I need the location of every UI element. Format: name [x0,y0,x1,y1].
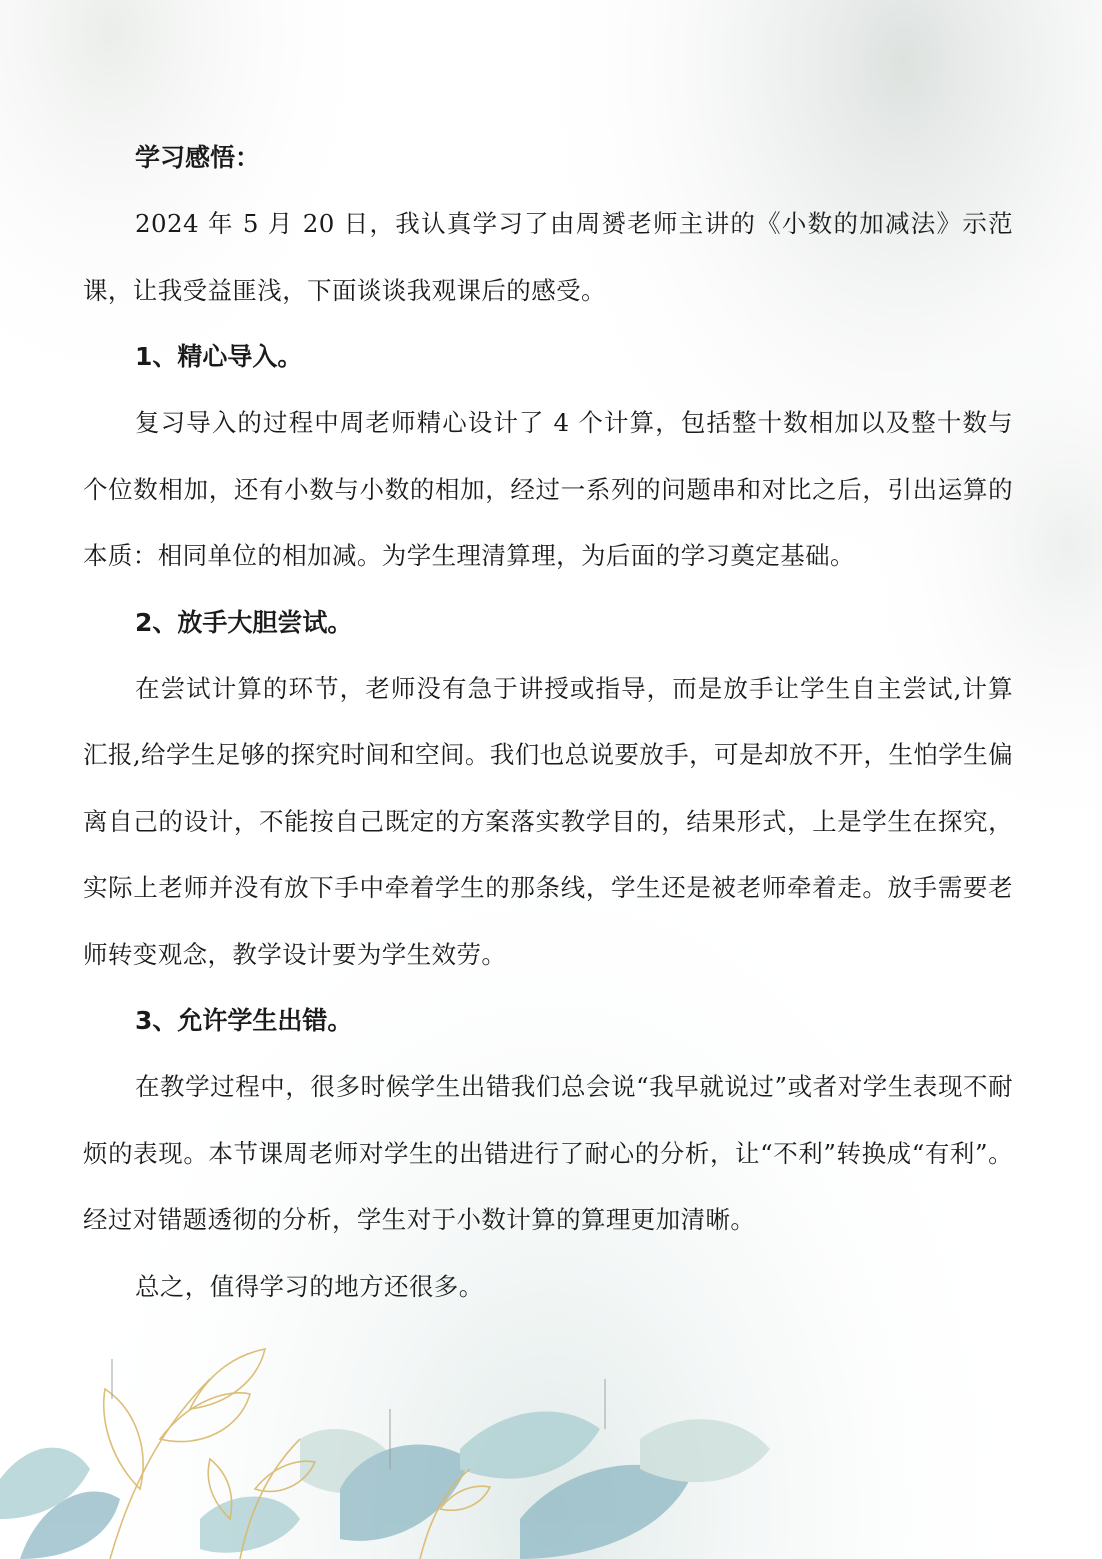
closing-paragraph: 总之，值得学习的地方还很多。 [135,1271,484,1301]
section-heading: 3、允许学生出错。 [135,1006,353,1035]
document-title: 学习感悟： [135,143,261,172]
leaf-branch-illustration [0,1319,1102,1559]
section-paragraph: 复习导入的过程中周老师精心设计了 4 个计算，包括整十数相加以及整十数与个位数相加，还有小数与小数的相加，经过一系列的问题串和对比之后，引出运算的本质：相同单位的相加减。为学生理清算理，为后面的学习奠定基础。 [83,408,1013,570]
section-heading: 2、放手大胆尝试。 [135,607,353,637]
document-body [83,125,1013,1320]
section-paragraph: 在教学过程中，很多时候学生出错我们总会说“我早就说过”或者对学生表现不耐烦的表现。本节课周老师对学生的出错进行了耐心的分析，让“不利”转换成“有利”。经过对错题透彻的分析，学生对于小数计算的算理更加清晰。 [83,1072,1013,1234]
section-heading: 1、精心导入。 [135,342,303,371]
intro-paragraph: 2024 年 5 月 20 日，我认真学习了由周赟老师主讲的《小数的加减法》示范课，让我受益匪浅，下面谈谈我观课后的感受。 [83,209,1013,305]
section-paragraph: 在尝试计算的环节，老师没有急于讲授或指导，而是放手让学生自主尝试,计算汇报,给学生足够的探究时间和空间。我们也总说要放手，可是却放不开，生怕学生偏离自己的设计，不能按自己既定的方案落实教学目的，结果形式，上是学生在探究，实际上老师并没有放下手中牵着学生的那条线，学生还是被老师牵着走。放手需要老师转变观念，教学设计要为学生效劳。 [83,673,1013,969]
